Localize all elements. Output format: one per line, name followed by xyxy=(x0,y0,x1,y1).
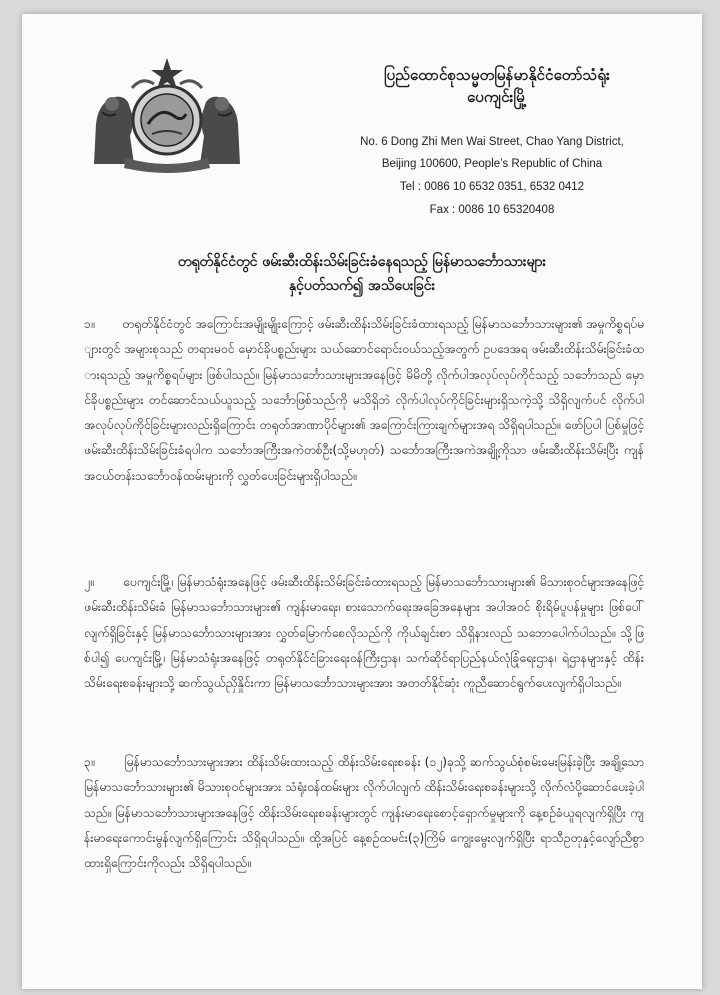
paragraph-number: ၃။ xyxy=(84,755,95,769)
paragraph-text: ပေကျင်းမြို့၊ မြန်မာသံရုံးအနေဖြင့် ဖမ်းဆီးထိန်းသိမ်းခြင်းခံထားရသည့် မြန်မာသင်္ဘောသားများ၏ မိသားစုဝင်များအနေဖြင့် ဖမ်းဆီးထိန်းသိမ်းခံ မြန်မာသင်္ဘောသားများ၏ ကျန်းမာရေး၊ စားသောက်ရေးအခြေအနေများ အပါအဝင် စိုးရိမ်ပူပန်မှုများ ဖြစ်ပေါ်လျက်ရှိခြင်းနှင့် မြန်မာသင်္ဘောသားများအား လွှတ်မြောက်စေလိုသည်ကို ကိုယ်ချင်းစာ သိရှိနားလည် သဘောပေါက်ပါသည်။ သို့ဖြစ်ပါ၍ ပေကျင်းမြို့၊ မြန်မာသံရုံးအနေဖြင့် တရုတ်နိုင်ငံခြားရေးဝန်ကြီးဌာန၊ သက်ဆိုင်ရာပြည်နယ်လုံခြုံရေးဌာန၊ ရဲဌာနများနှင့် ထိန်းသိမ်းရေးစခန်းများသို့ ဆက်သွယ်ညှိနှိုင်းကာ မြန်မာသင်္ဘောသားများအား အတတ်နိုင်ဆုံး ကူညီဆောင်ရွက်ပေးလျက်ရှိပါသည်။ xyxy=(84,575,644,691)
telephone-line: Tel : 0086 10 6532 0351, 6532 0412 xyxy=(399,181,585,193)
document-page xyxy=(22,14,702,989)
paragraph-number: ၂။ xyxy=(84,575,94,589)
embassy-name: ပြည်ထောင်စုသမ္မတမြန်မာနိုင်ငံတော်သံရုံး xyxy=(383,66,611,84)
address-line-2: Beijing 100600, People’s Republic of China xyxy=(381,158,603,170)
paragraph-text: မြန်မာသင်္ဘောသားများအား ထိန်းသိမ်းထားသည့် ထိန်းသိမ်းရေးစခန်း (၁၂)ခုသို့ ဆက်သွယ်စုံစမ်းမေးမြန်းခဲ့ပြီး အချို့သော မြန်မာသင်္ဘောသားများ၏ မိသားစုဝင်များအား သံရုံးဝန်ထမ်းများ လိုက်ပါလျက် ထိန်းသိမ်းရေးစခန်းများသို့ လိုက်လံပို့ဆောင်ပေးခဲ့ပါသည်။ မြန်မာသင်္ဘောသားများအနေဖြင့် ထိန်းသိမ်းရေးစခန်းများတွင် ကျန်းမာရေးစောင့်ရှောက်မှုများကို နေ့စဉ်ခံယူရလျက်ရှိပြီး ကျန်းမာရေးကောင်းမွန်လျက်ရှိကြောင်း သိရှိရပါသည်။ ထို့အပြင် နေ့စဉ်ထမင်း(၃)ကြိမ် ကျွေးမွေးလျက်ရှိပြီး ရာသီဥတုနှင့်လျော်ညီစွာ ထားရှိကြောင်းကိုလည်း သိရှိရပါသည်။ xyxy=(84,755,644,871)
paragraph-2 xyxy=(84,570,644,696)
state-seal-emblem xyxy=(82,54,252,174)
fax-line: Fax : 0086 10 65320408 xyxy=(429,204,555,216)
paragraph-1 xyxy=(84,312,644,489)
paragraph-number: ၁။ xyxy=(84,317,95,331)
subject-line-2: နှင့်ပတ်သက်၍ အသိပေးခြင်း xyxy=(288,278,436,294)
embassy-header xyxy=(312,64,682,108)
subject-line-1: တရုတ်နိုင်ငံတွင် ဖမ်းဆီးထိန်းသိမ်းခြင်းခံနေရသည့် မြန်မာသင်္ဘောသားများ xyxy=(177,254,547,270)
paragraph-3 xyxy=(84,750,644,876)
paragraph-text: တရုတ်နိုင်ငံတွင် အကြောင်းအမျိုးမျိုးကြောင့် ဖမ်းဆီးထိန်းသိမ်းခြင်းခံထားရသည့် မြန်မာသင်္ဘောသားများ၏ အမှုကိစ္စရပ်များတွင် အများစုသည် တရားမဝင် မှောင်ခိုပစ္စည်းများ သယ်ဆောင်ရောင်းဝယ်သည့်အတွက် ဥပဒေအရ ဖမ်းဆီးထိန်းသိမ်းခြင်းခံထားရသည့် အမှုကိစ္စရပ်များ ဖြစ်ပါသည်။ မြန်မာသင်္ဘောသားများအနေဖြင့် မိမိတို့ လိုက်ပါအလုပ်လုပ်ကိုင်သည့် သင်္ဘောသည် မှောင်ခိုပစ္စည်းများ တင်ဆောင်သယ်ယူသည့် သင်္ဘောဖြစ်သည်ကို မသိရှိဘဲ လိုက်ပါလုပ်ကိုင်ခြင်းများရှိသကဲ့သို့ သိရှိလျက်ပင် လိုက်ပါအလုပ်လုပ်ကိုင်ခြင်းများလည်းရှိကြောင်း တရုတ်အာဏာပိုင်များ၏ အကြောင်းကြားချက်များအရ သိရှိရပါသည်။ ဖော်ပြပါ ပြစ်မှုဖြင့် ဖမ်းဆီးထိန်းသိမ်းခြင်းခံရပါက သင်္ဘောအကြီးအကဲတစ်ဦး(သို့မဟုတ်) သင်္ဘောအကြီးအကဲအချို့ကိုသာ ဖမ်းဆီးထိန်းသိမ်းပြီး ကျန်အငယ်တန်းသင်္ဘောဝန်ထမ်းများကို လွှတ်ပေးခြင်းများရှိပါသည်။ xyxy=(84,317,644,483)
address-line-1: No. 6 Dong Zhi Men Wai Street, Chao Yang District, xyxy=(360,136,624,148)
embassy-city: ပေကျင်းမြို့ xyxy=(466,88,528,106)
document-subject xyxy=(62,250,662,298)
